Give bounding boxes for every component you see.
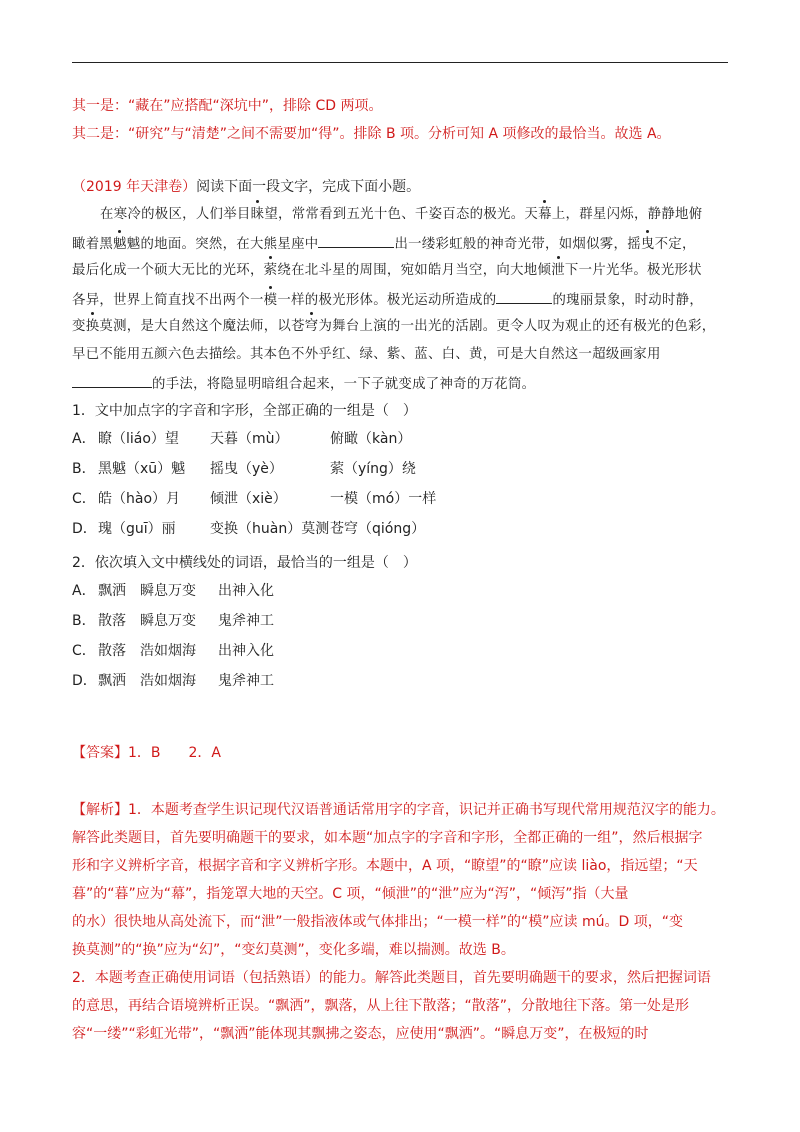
analysis-line: 的水）很快地从高处流下，而“泄”一般指液体或气体排出；“一模一样”的“模”应读 mú。D 项，“变 <box>72 914 683 930</box>
passage-line-2: 瞰着黑魆魆的地面。突然，在大熊星座中 出一缕彩虹般的神奇光带，如烟似雾，摇曳不定， <box>72 233 696 255</box>
option-text: 浩如烟海 <box>140 643 196 659</box>
option-text: 飘洒 <box>98 673 126 689</box>
option-text: 鬼斧神工 <box>218 673 274 689</box>
analysis-line: 容“一缕”“彩虹光带”，“飘洒”能体现其飘拂之姿态，应使用“飘洒”。“瞬息万变”，在极短的时 <box>72 1026 649 1042</box>
option-text: 散落 <box>98 613 126 629</box>
option-letter: C． <box>72 491 96 507</box>
option-text: 一模（mó）一样 <box>330 491 437 507</box>
fill-blank-3 <box>72 373 152 388</box>
analysis-line: 【解析】1．本题考查学生识记现代汉语普通话常用字的字音，识记并正确书写现代常用规范汉字的能力。 <box>72 802 725 818</box>
passage-line-1: 在寒冷的极区，人们举目睐望，常常看到五光十色、千姿百态的极光。天幕上，群星闪烁，静静地俯 <box>100 205 702 225</box>
option-text: 瞬息万变 <box>140 613 196 629</box>
option-letter: D． <box>72 521 97 537</box>
analysis-line: 形和字义辨析字音，根据字音和字义辨析字形。本题中，A 项，“瞭望”的“瞭”应读 liào，指远望；“天 <box>72 858 698 874</box>
option-text: 天暮（mù） <box>210 431 289 447</box>
option-letter: A． <box>72 583 96 599</box>
analysis-line: 暮”的“暮”应为“幕”，指笼罩大地的天空。C 项，“倾泄”的“泄”应为“泻”，“倾泻”指（大量 <box>72 886 629 902</box>
dotted-char: 泄 <box>551 261 565 281</box>
question-header <box>72 177 420 197</box>
option-text: 出神入化 <box>218 643 274 659</box>
option-text: 俯瞰（kàn） <box>330 431 412 447</box>
question-source: （2019 年天津卷） <box>72 179 197 195</box>
header-rule <box>72 62 728 63</box>
question-instruction: 阅读下面一段文字，完成下面小题。 <box>196 179 421 195</box>
option-text: 浩如烟海 <box>140 673 196 689</box>
analysis-line: 换莫测”的“换”应为“幻”，“变幻莫测”，变化多端，难以揣测。故选 B。 <box>72 942 515 958</box>
dotted-char: 魆 <box>113 235 127 255</box>
option-text: 摇曳（yè） <box>210 461 283 477</box>
answer-label: 【答案】 <box>72 745 128 761</box>
option-text: 飘洒 <box>98 583 126 599</box>
q2-stem: 2．依次填入文中横线处的词语，最恰当的一组是（ ） <box>72 555 417 571</box>
option-text: 瞭（liáo）望 <box>98 431 179 447</box>
option-letter: B． <box>72 613 96 629</box>
dotted-char: 换 <box>86 317 100 337</box>
option-letter: B． <box>72 461 96 477</box>
answer-line <box>72 743 221 763</box>
explanation-line-2: 其二是：“研究”与“清楚”之间不需要加“得”。排除 B 项。分析可知 A 项修改的最恰当。故选 A。 <box>72 126 671 142</box>
option-text: 倾泄（xiè） <box>210 491 287 507</box>
analysis-line: 2．本题考查正确使用词语（包括熟语）的能力。解答此类题目，首先要明确题干的要求，然后把握词语 <box>72 970 711 986</box>
answer-text: 1．B 2．A <box>128 745 221 761</box>
option-letter: D． <box>72 673 97 689</box>
dotted-char: 穹 <box>305 317 319 337</box>
option-text: 皓（hào）月 <box>98 491 181 507</box>
option-text: 瞬息万变 <box>140 583 196 599</box>
option-text: 散落 <box>98 643 126 659</box>
explanation-line-1: 其一是：“藏在”应搭配“深坑中”，排除 CD 两项。 <box>72 98 383 114</box>
option-text: 鬼斧神工 <box>218 613 274 629</box>
option-text: 变换（huàn）莫测 <box>210 521 330 537</box>
passage-line-4: 各异，世界上简直找不出两个一模一样的极光形体。极光运动所造成的 的瑰丽景象，时动时静， <box>72 289 703 311</box>
dotted-char: 模 <box>264 291 278 311</box>
q1-stem: 1．文中加点字的字音和字形，全部正确的一组是（ ） <box>72 403 417 419</box>
analysis-line: 解答此类题目，首先要明确题干的要求，如本题“加点字的字音和字形，全都正确的一组”，然后根据字 <box>72 830 703 846</box>
fill-blank-2 <box>496 289 552 304</box>
option-letter: C． <box>72 643 96 659</box>
option-text: 苍穹（qióng） <box>330 521 426 537</box>
dotted-char: 幕 <box>538 205 552 225</box>
passage-line-6: 早已不能用五颜六色去描绘。其本色不外乎红、绿、紫、蓝、白、黄，可是大自然这一超级画家用 <box>72 347 661 362</box>
analysis-line: 的意思，再结合语境辨析正误。“飘洒”，飘落，从上往下散落；“散落”，分散地往下落。第一处是形 <box>72 998 690 1014</box>
option-text: 萦（yíng）绕 <box>330 461 416 477</box>
option-text: 出神入化 <box>218 583 274 599</box>
option-text: 瑰（guī）丽 <box>98 521 176 537</box>
option-letter: A． <box>72 431 96 447</box>
option-text: 黑魆（xū）魆 <box>98 461 186 477</box>
passage-line-3: 最后化成一个硕大无比的光环，萦绕在北斗星的周围，宛如皓月当空，向大地倾泄下一片光华。极光形状 <box>72 261 702 281</box>
passage-line-5: 变换莫测，是大自然这个魔法师，以苍穹为舞台上演的一出光的活剧。更令人叹为观止的还有极光的色彩， <box>72 317 716 337</box>
fill-blank-1 <box>318 233 394 248</box>
passage-line-7: 的手法，将隐显明暗组合起来，一下子就变成了神奇的万花筒。 <box>72 373 535 395</box>
dotted-char: 萦 <box>264 261 278 281</box>
dotted-char: 曳 <box>641 235 655 255</box>
dotted-char: 睐 <box>251 205 265 225</box>
